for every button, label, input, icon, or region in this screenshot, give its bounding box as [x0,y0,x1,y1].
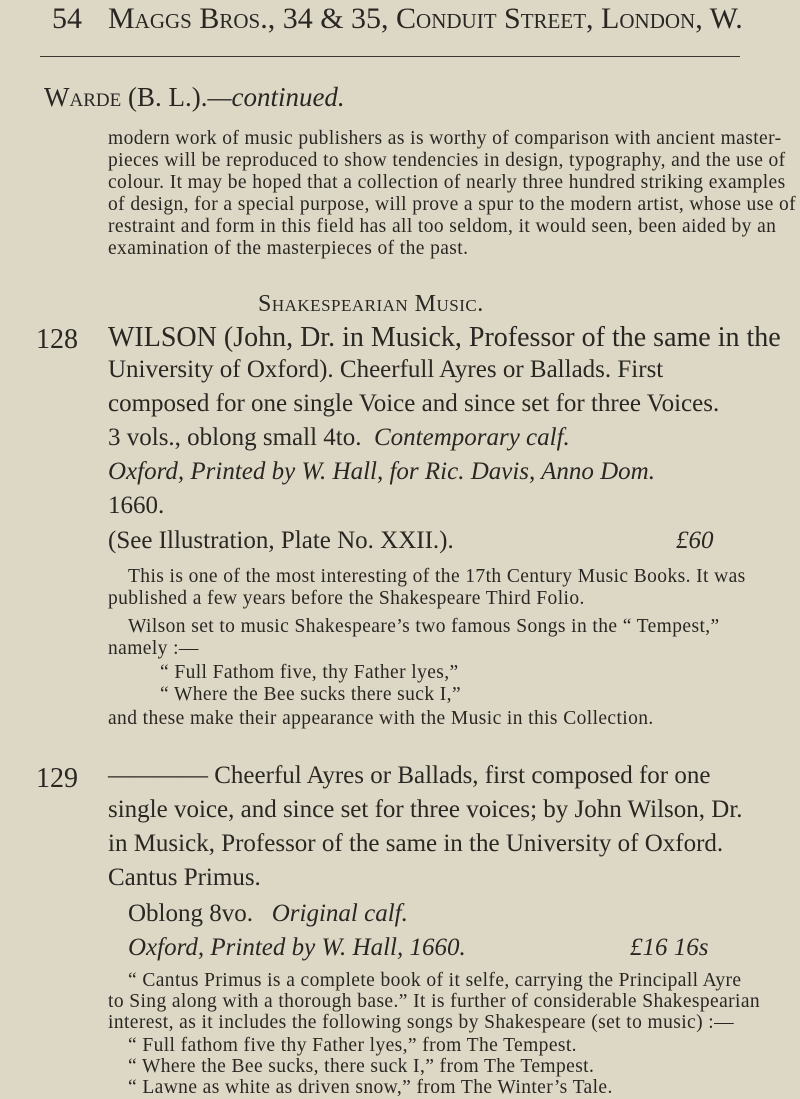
lot-title-line: WILSON (John, Dr. in Musick, Professor of the same in the [108,322,781,353]
lot-note-line: to Sing along with a thorough base.” It is further of considerable Shakespearian [108,991,761,1012]
continuation-line: colour. It may be hoped that a collection of nearly three hundred striking examples [108,172,786,193]
lot-title-line: Cantus Primus. [108,864,261,891]
continuation-line: modern work of music publishers as is worthy of comparison with ancient master- [108,128,782,149]
lot-title-line: single voice, and since set for three voices; by John Wilson, Dr. [108,796,743,823]
lot-title-line: in Musick, Professor of the same in the University of Oxford. [108,830,724,857]
binding-text: Contemporary calf. [373,424,570,451]
lot-imprint: Oxford, Printed by W. Hall, 1660. [128,934,466,961]
lot-note-line: interest, as it includes the following songs by Shakespeare (set to music) :— [108,1012,734,1033]
lot-note-line: This is one of the most interesting of the 17th Century Music Books. It was [128,566,746,587]
lot-title-line: University of Oxford). Cheerfull Ayres or Ballads. First [108,356,664,383]
continuation-line: examination of the masterpieces of the past. [108,238,469,259]
continued-heading [44,82,345,113]
running-title: Maggs Bros., 34 & 35, Conduit Street, London, W. [108,2,743,35]
song-quote: “ Lawne as white as driven snow,” from The Winter’s Tale. [128,1077,613,1098]
song-quote: “ Full fathom five thy Father lyes,” from The Tempest. [128,1035,577,1056]
lot-format [108,424,570,452]
continuation-line: of design, for a special purpose, will prove a spur to the modern artist, whose use of [108,194,797,215]
lot-number: 128 [36,324,78,355]
lot-date: 1660. [108,492,165,519]
title-text: Cheerful Ayres or Ballads, first composed for one [214,762,711,789]
format-text: Oblong 8vo. [128,900,253,927]
lot-note-line: Wilson set to music Shakespeare’s two famous Songs in the “ Tempest,” [128,616,720,637]
lot-format [128,900,408,928]
lot-note-line: published a few years before the Shakespeare Third Folio. [108,588,585,609]
page-header [0,2,800,52]
lot-title-line [108,762,710,790]
binding-text: Original calf. [271,900,408,927]
lot-number: 129 [36,763,78,794]
lot-price: £16 16s [630,934,709,961]
lot-note-line: and these make their appearance with the Music in this Collection. [108,708,654,729]
format-text: 3 vols., oblong small 4to. [108,424,362,451]
song-quote: “ Where the Bee sucks there suck I,” [160,684,461,705]
author-name: Warde (B. L.). [44,82,208,112]
section-heading: Shakespearian Music. [258,291,484,317]
lot-note-line: namely :— [108,638,199,659]
ditto-dash: ———— [108,762,208,789]
continued-label: —continued. [207,82,345,112]
lot-note-line: “ Cantus Primus is a complete book of it selfe, carrying the Principall Ayre [128,970,742,991]
lot-imprint: Oxford, Printed by W. Hall, for Ric. Davis, Anno Dom. [108,458,655,485]
page-number: 54 [52,2,82,35]
header-rule [40,56,740,57]
song-quote: “ Full Fathom five, thy Father lyes,” [160,662,459,683]
continuation-line: pieces will be reproduced to show tendencies in design, typography, and the use of [108,150,786,171]
lot-illustration-ref: (See Illustration, Plate No. XXII.). [108,527,454,554]
lot-price: £60 [676,527,714,554]
continuation-line: restraint and form in this field has all too seldom, it would seen, been aided by an [108,216,777,237]
lot-title-line: composed for one single Voice and since set for three Voices. [108,390,720,417]
song-quote: “ Where the Bee sucks, there suck I,” from The Tempest. [128,1056,595,1077]
